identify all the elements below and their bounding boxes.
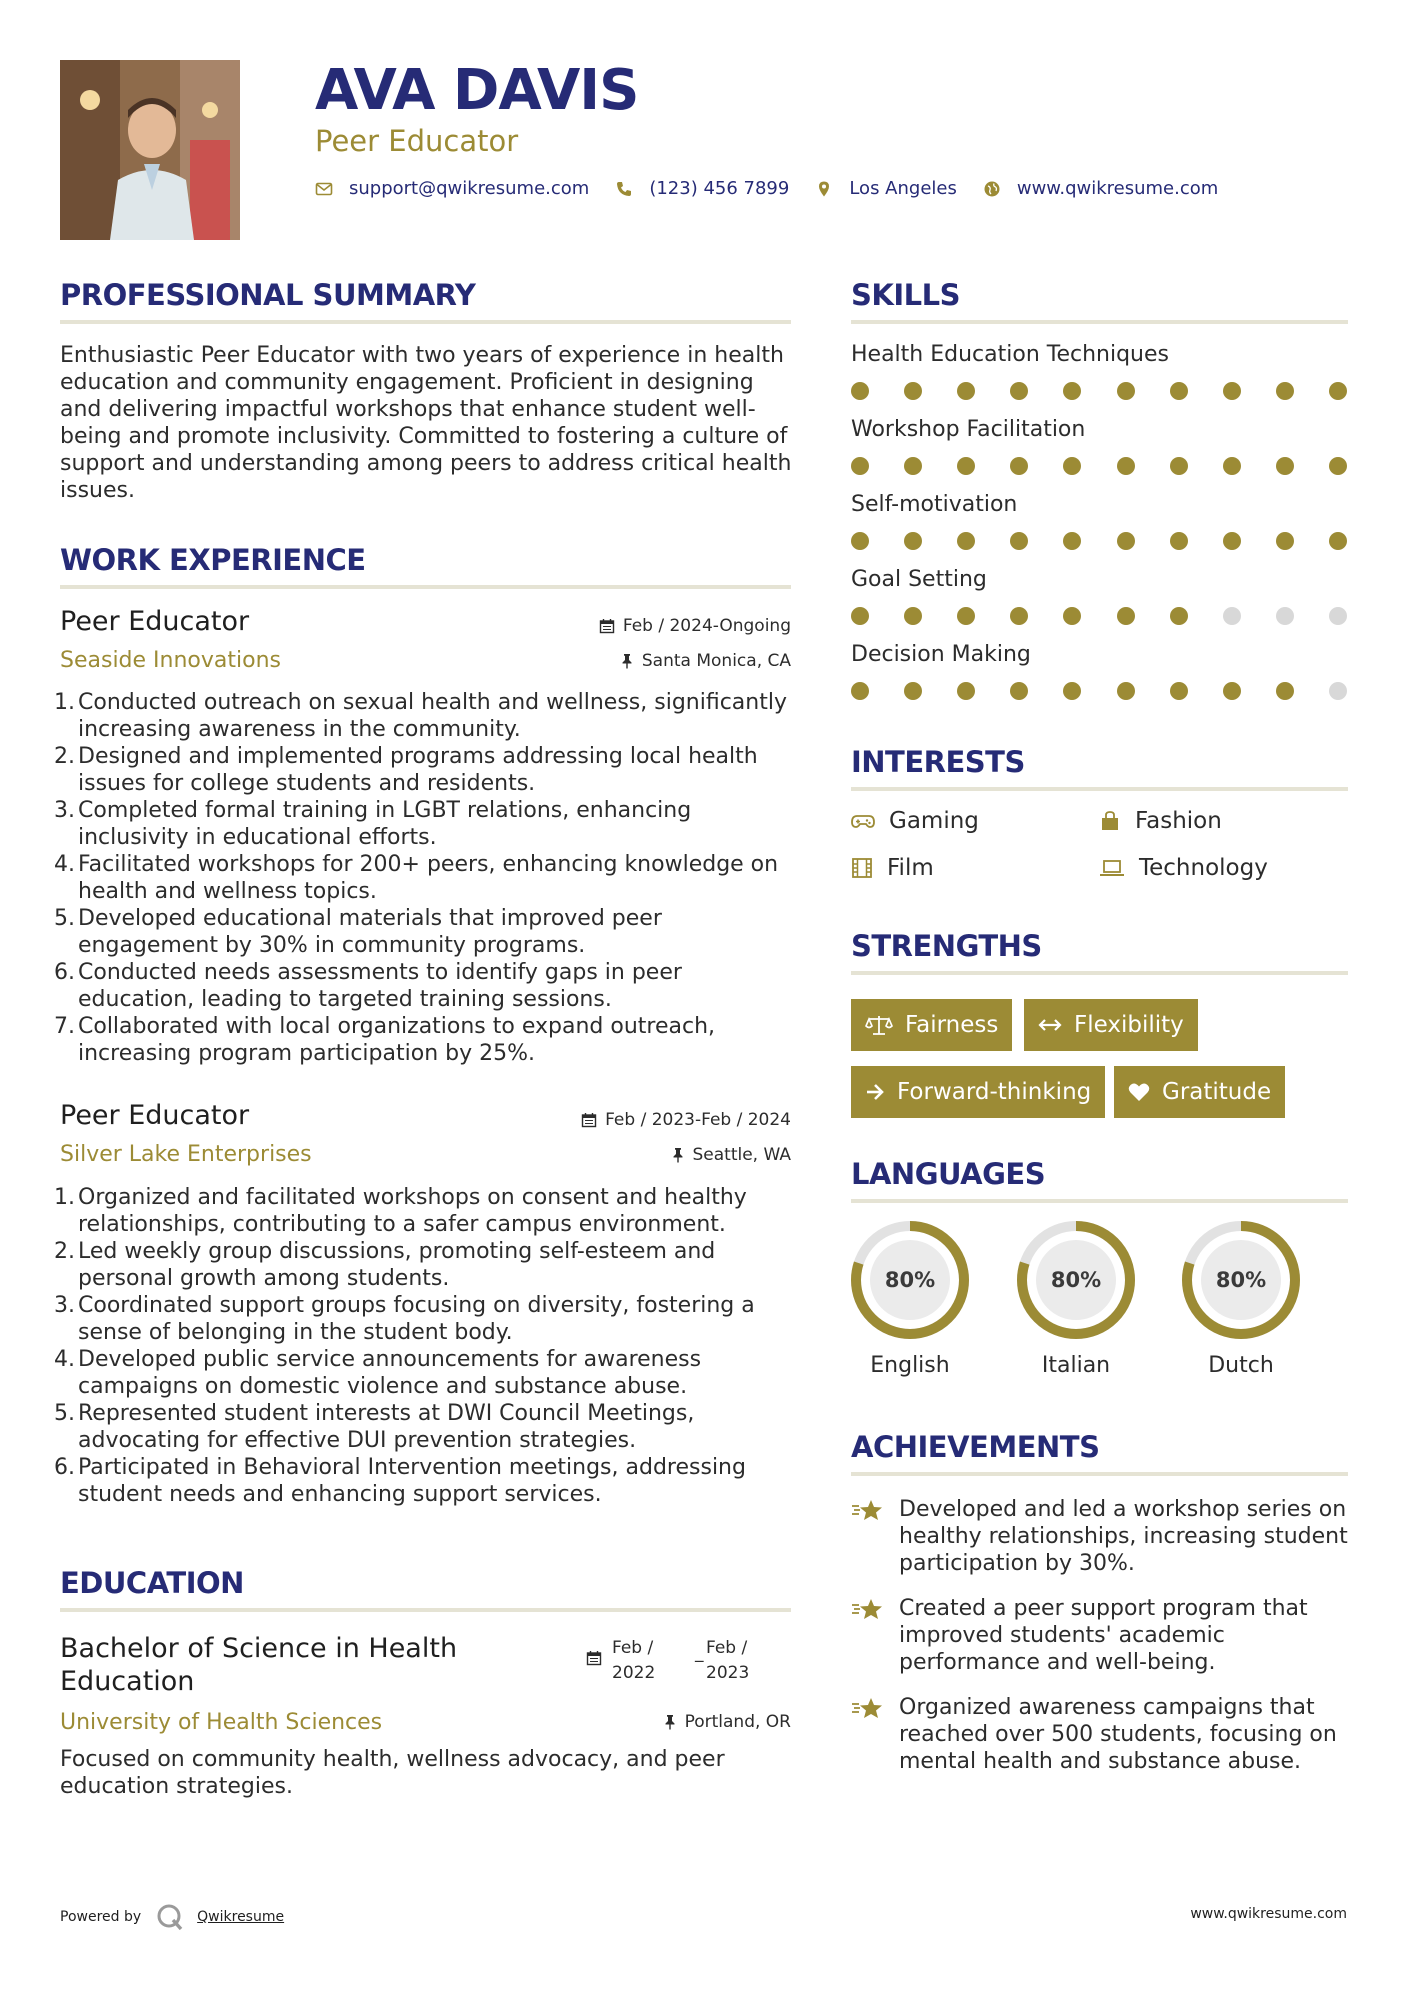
list-item: 7. Collaborated with local organizations to expand outreach, increasing program participation by 25%. bbox=[54, 1014, 716, 1066]
rating-dot-filled bbox=[1223, 457, 1241, 475]
rating-dot-filled bbox=[1170, 682, 1188, 700]
degree-title: Bachelor of Science in Health Education bbox=[60, 1633, 458, 1697]
rating-dot-filled bbox=[1063, 607, 1081, 625]
language-name: Dutch bbox=[1208, 1353, 1274, 1378]
job-title: Peer Educator bbox=[60, 606, 250, 637]
arrows-horizontal-icon bbox=[1038, 1017, 1062, 1033]
heart-icon bbox=[1128, 1082, 1150, 1102]
website-text: www.qwikresume.com bbox=[1016, 178, 1219, 199]
rating-dot-filled bbox=[904, 382, 922, 400]
languages-divider bbox=[851, 1199, 1348, 1203]
interest-item-film bbox=[851, 855, 934, 881]
rating-dot-filled bbox=[1010, 532, 1028, 550]
rating-dot-filled bbox=[1117, 682, 1135, 700]
job-location bbox=[480, 651, 791, 671]
experience-heading: WORK EXPERIENCE bbox=[60, 543, 366, 577]
candidate-role: Peer Educator bbox=[315, 124, 519, 158]
strength-label: Gratitude bbox=[1162, 1079, 1272, 1105]
rating-dot-empty bbox=[1223, 607, 1241, 625]
list-item: 4. Developed public service announcements for awareness campaigns on domestic violence and substance abuse. bbox=[54, 1347, 702, 1399]
summary-text: Enthusiastic Peer Educator with two years of experience in health education and community engagement. Proficient in designing and delivering impactful workshops that enhance student well-being and promote inclusivity. Committed to fostering a culture of support and understanding among peers to address critical health issues. bbox=[60, 343, 792, 503]
phone-text: (123) 456 7899 bbox=[649, 178, 790, 199]
contact-bar bbox=[315, 178, 1244, 199]
skills-divider bbox=[851, 320, 1348, 324]
contact-location bbox=[815, 178, 957, 199]
skill-name: Decision Making bbox=[851, 642, 1031, 667]
language-name: Italian bbox=[1041, 1353, 1111, 1378]
rating-dot-filled bbox=[851, 382, 869, 400]
interest-item-gaming bbox=[851, 808, 979, 834]
education-location-text: Portland, OR bbox=[684, 1712, 791, 1732]
interest-label: Gaming bbox=[889, 808, 979, 834]
skill-rating bbox=[851, 607, 1347, 625]
interest-label: Fashion bbox=[1135, 808, 1222, 834]
summary-divider bbox=[60, 320, 791, 324]
list-item: 1. Conducted outreach on sexual health and wellness, significantly increasing awareness in the community. bbox=[54, 690, 787, 742]
pushpin-icon bbox=[671, 1147, 685, 1163]
candidate-name: AVA DAVIS bbox=[315, 58, 639, 123]
list-item: 3. Completed formal training in LGBT relations, enhancing inclusivity in educational efforts. bbox=[54, 798, 692, 850]
language-percent: 80% bbox=[1215, 1268, 1267, 1292]
rating-dot-filled bbox=[904, 457, 922, 475]
contact-website[interactable] bbox=[983, 178, 1218, 199]
language-percent: 80% bbox=[884, 1268, 936, 1292]
interest-label: Film bbox=[887, 855, 934, 881]
rating-dot-filled bbox=[1170, 607, 1188, 625]
rating-dot-filled bbox=[1223, 682, 1241, 700]
rating-dot-filled bbox=[1329, 457, 1347, 475]
achievements-heading: ACHIEVEMENTS bbox=[851, 1430, 1100, 1464]
rating-dot-filled bbox=[851, 682, 869, 700]
list-item: 6. Conducted needs assessments to identify gaps in peer education, leading to targeted training sessions. bbox=[54, 960, 682, 1012]
languages-heading: LANGUAGES bbox=[851, 1157, 1046, 1191]
rating-dot-filled bbox=[1170, 382, 1188, 400]
interests-heading: INTERESTS bbox=[851, 745, 1025, 779]
skill-name: Self-motivation bbox=[851, 492, 1018, 517]
education-end-date: Feb / 2023 bbox=[706, 1638, 750, 1683]
rating-dot-filled bbox=[1117, 607, 1135, 625]
achievement-item bbox=[851, 1595, 1351, 1676]
rating-dot-filled bbox=[1063, 457, 1081, 475]
strength-badge-gratitude bbox=[1114, 1066, 1285, 1118]
skill-name: Workshop Facilitation bbox=[851, 417, 1086, 442]
job-bullet-list bbox=[54, 1184, 795, 1508]
achievement-text: Created a peer support program that improved students' academic performance and well-being. bbox=[899, 1596, 1308, 1675]
envelope-icon bbox=[315, 180, 333, 198]
skills-heading: SKILLS bbox=[851, 278, 960, 312]
rating-dot-filled bbox=[1010, 457, 1028, 475]
rating-dot-empty bbox=[1329, 607, 1347, 625]
language-ring bbox=[1015, 1219, 1137, 1341]
list-item: 5. Represented student interests at DWI Council Meetings, advocating for effective DUI prevention strategies. bbox=[54, 1401, 695, 1453]
list-item: 6. Participated in Behavioral Intervention meetings, addressing student needs and enhancing support services. bbox=[54, 1455, 746, 1507]
skill-name: Goal Setting bbox=[851, 567, 987, 592]
job-bullet-list bbox=[54, 689, 795, 1067]
rating-dot-filled bbox=[851, 457, 869, 475]
strength-label: Forward-thinking bbox=[897, 1079, 1092, 1105]
skill-rating bbox=[851, 682, 1347, 700]
rating-dot-filled bbox=[957, 382, 975, 400]
qwikresume-link[interactable]: Qwikresume bbox=[197, 1909, 285, 1925]
strength-label: Flexibility bbox=[1074, 1012, 1184, 1038]
interest-item-technology bbox=[1099, 855, 1268, 881]
education-start-date: Feb / 2022 bbox=[612, 1638, 656, 1683]
experience-divider bbox=[60, 585, 791, 589]
strength-badge-fairness bbox=[851, 999, 1012, 1051]
rating-dot-filled bbox=[1063, 532, 1081, 550]
job-location-text: Seattle, WA bbox=[692, 1145, 791, 1165]
education-text: Focused on community health, wellness advocacy, and peer education strategies. bbox=[60, 1747, 725, 1799]
language-ring bbox=[1180, 1219, 1302, 1341]
achievement-text: Organized awareness campaigns that reached over 500 students, focusing on mental health and substance abuse. bbox=[899, 1695, 1337, 1774]
date-separator: _ bbox=[695, 1643, 704, 1663]
scale-icon bbox=[865, 1014, 893, 1036]
job-date-text: Feb / 2023-Feb / 2024 bbox=[605, 1110, 791, 1130]
rating-dot-filled bbox=[957, 607, 975, 625]
job-company: Seaside Innovations bbox=[60, 648, 281, 673]
pushpin-icon bbox=[620, 653, 634, 669]
shopping-bag-icon bbox=[1099, 810, 1121, 832]
language-percent: 80% bbox=[1050, 1268, 1102, 1292]
achievement-item bbox=[851, 1694, 1351, 1775]
rating-dot-filled bbox=[1010, 607, 1028, 625]
interest-item-fashion bbox=[1099, 808, 1222, 834]
laptop-icon bbox=[1099, 858, 1125, 878]
rating-dot-filled bbox=[1223, 532, 1241, 550]
job-title: Peer Educator bbox=[60, 1100, 250, 1131]
strengths-heading: STRENGTHS bbox=[851, 929, 1042, 963]
rating-dot-filled bbox=[1117, 457, 1135, 475]
strength-badge-flexibility bbox=[1024, 999, 1198, 1051]
rating-dot-filled bbox=[1170, 532, 1188, 550]
achievements-divider bbox=[851, 1472, 1348, 1476]
rating-dot-filled bbox=[904, 532, 922, 550]
skill-name: Health Education Techniques bbox=[851, 342, 1169, 367]
list-item: 2. Led weekly group discussions, promoting self-esteem and personal growth among students. bbox=[54, 1239, 716, 1291]
skill-rating bbox=[851, 382, 1347, 400]
gamepad-icon bbox=[851, 812, 875, 830]
job-date bbox=[480, 1110, 791, 1130]
summary-heading: PROFESSIONAL SUMMARY bbox=[60, 278, 476, 312]
star-trophy-icon bbox=[851, 1597, 885, 1623]
rating-dot-filled bbox=[1117, 532, 1135, 550]
interests-divider bbox=[851, 787, 1348, 791]
list-item: 1. Organized and facilitated workshops on consent and healthy relationships, contributing to a safer campus environment. bbox=[54, 1185, 747, 1237]
job-company: Silver Lake Enterprises bbox=[60, 1142, 312, 1167]
map-pin-icon bbox=[815, 180, 833, 198]
list-item: 3. Coordinated support groups focusing on diversity, fostering a sense of belonging in the student body. bbox=[54, 1293, 755, 1345]
email-text: support@qwikresume.com bbox=[349, 178, 590, 199]
globe-icon bbox=[983, 180, 1001, 198]
footer-powered-by bbox=[60, 1902, 284, 1932]
rating-dot-filled bbox=[957, 682, 975, 700]
education-heading: EDUCATION bbox=[60, 1566, 244, 1600]
rating-dot-filled bbox=[1329, 382, 1347, 400]
rating-dot-filled bbox=[1170, 457, 1188, 475]
phone-icon bbox=[615, 180, 633, 198]
language-ring bbox=[849, 1219, 971, 1341]
rating-dot-filled bbox=[1329, 532, 1347, 550]
qwikresume-logo-icon bbox=[155, 1902, 185, 1932]
location-text: Los Angeles bbox=[849, 178, 957, 199]
rating-dot-filled bbox=[1117, 382, 1135, 400]
film-icon bbox=[851, 857, 873, 879]
calendar-icon bbox=[581, 1112, 597, 1128]
skill-rating bbox=[851, 457, 1347, 475]
skill-rating bbox=[851, 532, 1347, 550]
education-location bbox=[480, 1712, 791, 1732]
rating-dot-filled bbox=[1010, 682, 1028, 700]
calendar-icon bbox=[599, 618, 615, 634]
job-location-text: Santa Monica, CA bbox=[641, 651, 791, 671]
contact-phone[interactable] bbox=[615, 178, 789, 199]
rating-dot-filled bbox=[904, 682, 922, 700]
rating-dot-filled bbox=[1276, 457, 1294, 475]
job-location bbox=[480, 1145, 791, 1165]
list-item: 5. Developed educational materials that improved peer engagement by 30% in community programs. bbox=[54, 906, 662, 958]
achievement-item bbox=[851, 1496, 1351, 1577]
rating-dot-empty bbox=[1276, 607, 1294, 625]
rating-dot-filled bbox=[851, 607, 869, 625]
strength-badge-forward-thinking bbox=[851, 1066, 1105, 1118]
rating-dot-filled bbox=[1276, 382, 1294, 400]
rating-dot-filled bbox=[1010, 382, 1028, 400]
star-trophy-icon bbox=[851, 1696, 885, 1722]
rating-dot-filled bbox=[1276, 532, 1294, 550]
rating-dot-filled bbox=[1223, 382, 1241, 400]
rating-dot-empty bbox=[1329, 682, 1347, 700]
rating-dot-filled bbox=[1063, 382, 1081, 400]
pushpin-icon bbox=[663, 1714, 677, 1730]
rating-dot-filled bbox=[1276, 682, 1294, 700]
strengths-divider bbox=[851, 971, 1348, 975]
rating-dot-filled bbox=[957, 457, 975, 475]
school-name: University of Health Sciences bbox=[60, 1710, 383, 1735]
language-name: English bbox=[870, 1353, 950, 1378]
interest-label: Technology bbox=[1139, 855, 1268, 881]
education-divider bbox=[60, 1608, 791, 1612]
job-date bbox=[480, 616, 791, 636]
list-item: 2. Designed and implemented programs addressing local health issues for college students and residents. bbox=[54, 744, 758, 796]
strength-label: Fairness bbox=[905, 1012, 999, 1038]
star-trophy-icon bbox=[851, 1498, 885, 1524]
job-date-text: Feb / 2024-Ongoing bbox=[622, 616, 791, 636]
profile-photo bbox=[60, 60, 240, 240]
rating-dot-filled bbox=[1063, 682, 1081, 700]
arrow-right-icon bbox=[865, 1083, 885, 1101]
rating-dot-filled bbox=[851, 532, 869, 550]
powered-by-label: Powered by bbox=[60, 1909, 142, 1925]
contact-email[interactable] bbox=[315, 178, 589, 199]
achievement-text: Developed and led a workshop series on healthy relationships, increasing student participation by 30%. bbox=[899, 1497, 1348, 1576]
calendar-icon bbox=[586, 1650, 602, 1666]
footer-url[interactable]: www.qwikresume.com bbox=[1190, 1906, 1347, 1922]
rating-dot-filled bbox=[957, 532, 975, 550]
rating-dot-filled bbox=[904, 607, 922, 625]
list-item: 4. Facilitated workshops for 200+ peers, enhancing knowledge on health and wellness topics. bbox=[54, 852, 779, 904]
